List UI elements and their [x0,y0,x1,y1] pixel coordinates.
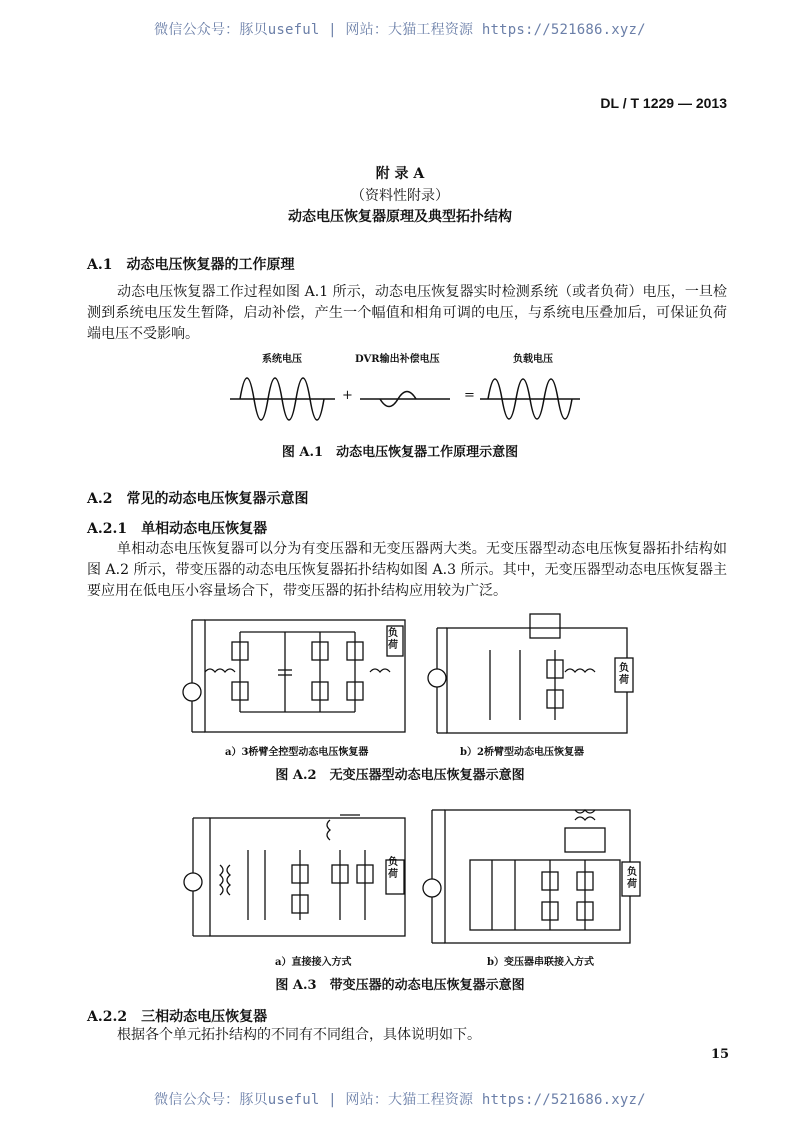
watermark-bottom: 微信公众号：豚贝useful | 网站：大猫工程资源 https://521686.xyz/ [154,1092,646,1108]
fig-a3a-load-label: 负荷 [388,857,398,880]
fig-a3a-subcaption: a）直接接入方式 [275,957,352,968]
circuit-direct-connection [180,810,420,945]
section-a1-heading: A.1 动态电压恢复器的工作原理 [87,257,295,273]
label-system-voltage: 系统电压 [262,354,302,365]
section-a22-text: 根据各个单元拓扑结构的不同有不同组合，具体说明如下。 [117,1027,481,1043]
watermark-top: 微信公众号：豚贝useful | 网站：大猫工程资源 https://521686.xyz/ [154,22,646,38]
fig-a3b-load-label: 负荷 [627,867,637,890]
fig-a3b-subcaption: b）变压器串联接入方式 [487,957,594,968]
fig-a2b-subcaption: b）2桥臂型动态电压恢复器 [460,747,584,758]
equals-sign: = [464,388,475,403]
section-a21-heading: A.2.1 单相动态电压恢复器 [87,521,268,537]
plus-sign: + [342,388,353,403]
fig-a2-caption: 图 A.2 无变压器型动态电压恢复器示意图 [275,768,525,783]
page-number: 15 [711,1047,730,1062]
fig-a2b-load-label: 负荷 [619,663,629,686]
section-a21-text: 单相动态电压恢复器可以分为有变压器和无变压器两大类。无变压器型动态电压恢复器拓扑结构如图 A.2 所示，带变压器的动态电压恢复器拓扑结构如图 A.3 所示。其中，无变压器型动态电压恢复器主要应用在低电压小容量场合下，带变压器的拓扑结构应用较为广泛。 [87,541,727,599]
fig-a1-caption: 图 A.1 动态电压恢复器工作原理示意图 [281,445,519,460]
section-a1-text: 动态电压恢复器工作过程如图 A.1 所示，动态电压恢复器实时检测系统（或者负荷）电压，一旦检测到系统电压发生暂降，启动补偿，产生一个幅值和相角可调的电压，与系统电压叠加后，可保证负荷端电压不受影响。 [87,284,727,342]
fig-a2a-load-label: 负荷 [388,628,398,651]
standard-number: DL / T 1229 — 2013 [600,95,727,111]
appendix-type: （资料性附录） [351,188,449,204]
section-a2-heading: A.2 常见的动态电压恢复器示意图 [87,491,309,507]
waveform-figure [230,362,580,437]
fig-a3-caption: 图 A.3 带变压器的动态电压恢复器示意图 [275,978,525,993]
circuit-series-transformer [420,800,645,950]
circuit-2-bridge [425,610,640,740]
fig-a2a-subcaption: a）3桥臂全控型动态电压恢复器 [225,747,369,758]
label-dvr-voltage: DVR输出补偿电压 [355,354,440,365]
appendix-title: 附 录 A [375,166,425,182]
section-a22-heading: A.2.2 三相动态电压恢复器 [87,1009,268,1025]
appendix-subtitle: 动态电压恢复器原理及典型拓扑结构 [288,209,512,225]
circuit-3-bridge [180,612,420,742]
label-load-voltage: 负载电压 [513,354,553,365]
